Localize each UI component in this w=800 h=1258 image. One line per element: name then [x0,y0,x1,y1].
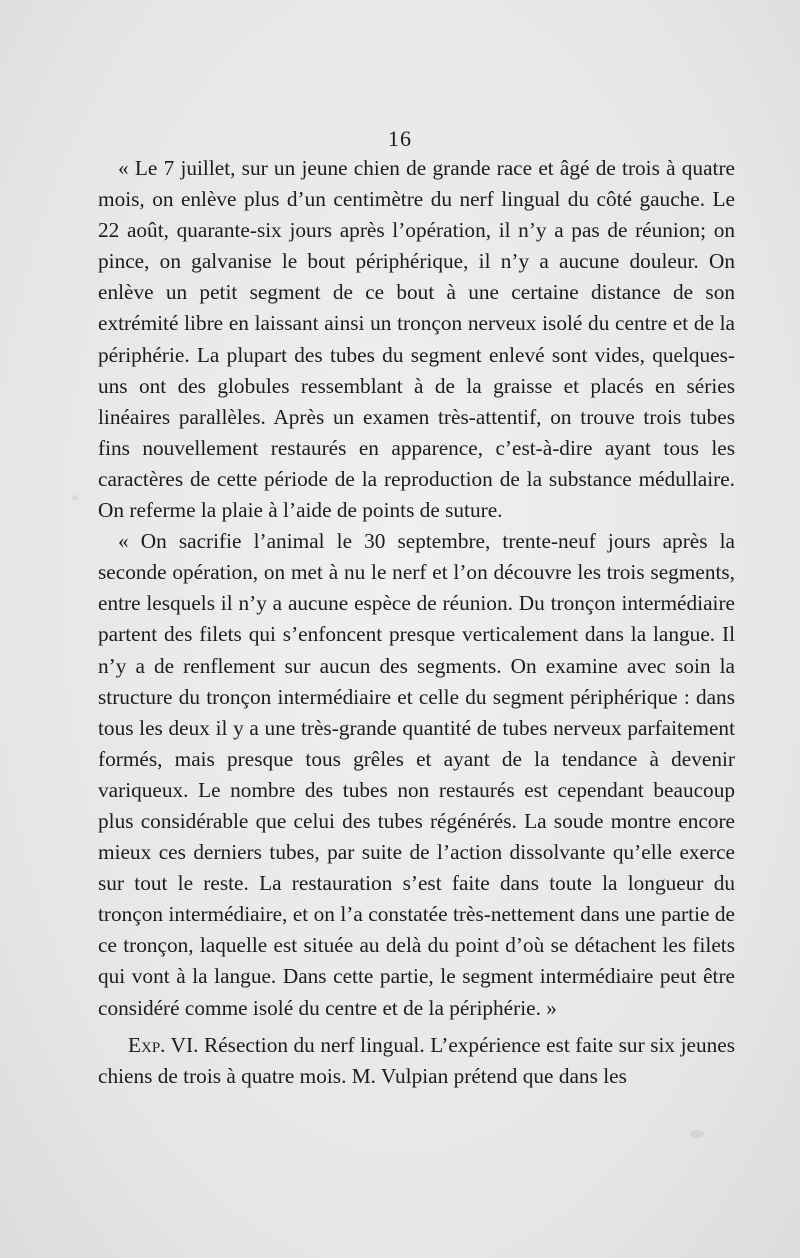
experiment-text: Résection du nerf lingual. L’expérience est faite sur six jeunes chiens de trois à quatre mois. M. Vulpian prétend que dans les [98,1032,736,1088]
body-text [98,153,735,1092]
paper-stain [72,495,78,501]
experiment-paragraph [98,1030,735,1092]
paper-stain [690,1130,704,1138]
paragraph-second-quote: « On sacrifie l’animal le 30 septembre, trente-neuf jours après la seconde opération, on met à nu le nerf et l’on découvre les trois segments, entre lesquels il n’y a aucune espèce de réunion. Du tronçon intermédiaire partent des filets qui s’enfoncent presque verticalement dans la langue. Il n’y a de renflement sur aucun des segments. On examine avec soin la structure du tronçon intermédiaire et celle du segment périphérique : dans tous les deux il y a une très-grande quantité de tubes nerveux parfaitement formés, mais presque tous grêles et ayant de la tendance à devenir variqueux. Le nombre des tubes non restaurés est cependant beaucoup plus considérable que celui des tubes régénérés. La soude montre encore mieux ces derniers tubes, par suite de l’action dissolvante qu’elle exerce sur tout le reste. La restauration s’est faite dans toute la longueur du tronçon intermédiaire, et on l’a constatée très-nettement dans une partie de ce tronçon, laquelle est située au delà du point d’où se détachent les filets qui vont à la langue. Dans cette partie, le segment intermédiaire peut être considéré comme isolé du centre et de la périphérie. » [98,529,735,1020]
page-number: 16 [388,126,412,151]
paragraph-first-quote: « Le 7 juillet, sur un jeune chien de grande race et âgé de trois à quatre mois, on enlève plus d’un centimètre du nerf lingual du côté gauche. Le 22 août, quarante-six jours après l’opération, il n’y a pas de réunion; on pince, on galvanise le bout périphérique, il n’y a aucune douleur. On enlève un petit segment de ce bout à une certaine distance de son extrémité libre en laissant ainsi un tronçon nerveux isolé du centre et de la périphérie. La plupart des tubes du segment enlevé sont vides, quelques-uns ont des globules ressemblant à de la graisse et placés en séries linéaires parallèles. Après un examen très-attentif, on trouve trois tubes fins nouvellement restaurés en apparence, c’est-à-dire ayant tous les caractères de cette période de la reproduction de la substance médullaire. On referme la plaie à l’aide de points de suture. [98,156,735,523]
experiment-label: Exp. VI. [128,1032,199,1057]
